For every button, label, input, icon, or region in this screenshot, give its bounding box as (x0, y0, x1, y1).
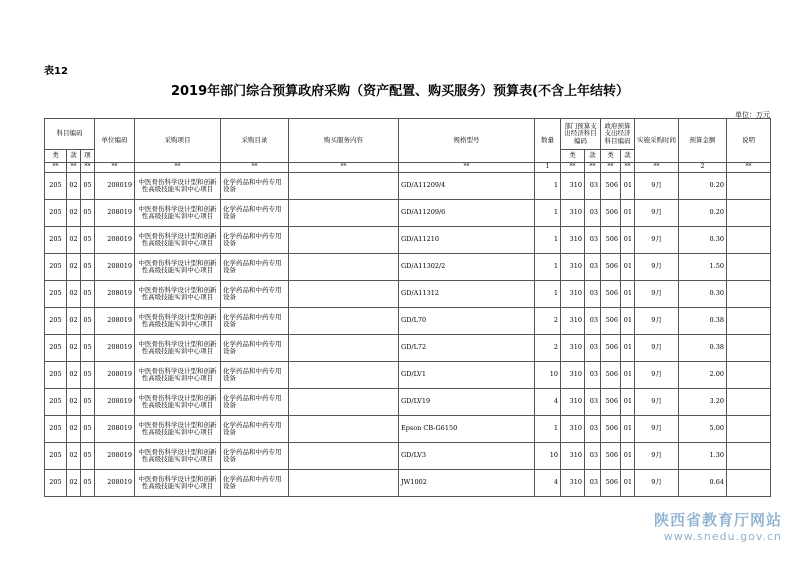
cell-gov-kuan: 01 (621, 389, 635, 416)
header-spec: 规格型号 (399, 119, 535, 163)
cell-quantity: 1 (535, 281, 561, 308)
cell-dept-lei: 310 (561, 362, 585, 389)
cell-lei: 205 (45, 389, 67, 416)
index-cell: ** (95, 163, 135, 173)
cell-gov-kuan: 01 (621, 443, 635, 470)
cell-gov-kuan: 01 (621, 281, 635, 308)
header-gov-lei: 类 (601, 150, 621, 163)
cell-gov-lei: 506 (601, 470, 621, 497)
cell-unit-code: 208019 (95, 362, 135, 389)
cell-impl-time: 9月 (635, 362, 679, 389)
table-row (45, 416, 771, 443)
index-cell: ** (399, 163, 535, 173)
cell-budget-amount: 0.64 (679, 470, 727, 497)
cell-purchase-catalog: 化学药品和中药专用设备 (221, 254, 289, 281)
cell-spec: GD/A11209/6 (399, 200, 535, 227)
index-cell: ** (585, 163, 601, 173)
cell-gov-lei: 506 (601, 443, 621, 470)
cell-spec: Epson CB-G6150 (399, 416, 535, 443)
cell-xiang: 05 (81, 362, 95, 389)
cell-xiang: 05 (81, 200, 95, 227)
header-purchase-catalog: 采购目录 (221, 119, 289, 163)
cell-remark (727, 443, 771, 470)
cell-lei: 205 (45, 470, 67, 497)
cell-remark (727, 308, 771, 335)
cell-xiang: 05 (81, 308, 95, 335)
cell-service-content (289, 416, 399, 443)
cell-service-content (289, 470, 399, 497)
cell-xiang: 05 (81, 227, 95, 254)
cell-quantity: 1 (535, 200, 561, 227)
table-row (45, 281, 771, 308)
cell-dept-lei: 310 (561, 227, 585, 254)
cell-spec: GD/LV1 (399, 362, 535, 389)
cell-kuan: 02 (67, 227, 81, 254)
cell-purchase-catalog: 化学药品和中药专用设备 (221, 308, 289, 335)
cell-kuan: 02 (67, 281, 81, 308)
index-cell: ** (635, 163, 679, 173)
cell-budget-amount: 0.20 (679, 200, 727, 227)
cell-impl-time: 9月 (635, 416, 679, 443)
cell-gov-kuan: 01 (621, 254, 635, 281)
cell-purchase-item: 中医骨伤科学设计型和创新性高级技能实训中心项目 (135, 443, 221, 470)
cell-dept-kuan: 03 (585, 281, 601, 308)
cell-dept-kuan: 03 (585, 308, 601, 335)
cell-budget-amount: 0.30 (679, 281, 727, 308)
cell-dept-lei: 310 (561, 200, 585, 227)
cell-dept-lei: 310 (561, 254, 585, 281)
header-purchase-item: 采购项目 (135, 119, 221, 163)
cell-kuan: 02 (67, 362, 81, 389)
cell-unit-code: 208019 (95, 308, 135, 335)
cell-purchase-item: 中医骨伤科学设计型和创新性高级技能实训中心项目 (135, 173, 221, 200)
table-row (45, 389, 771, 416)
site-watermark (654, 509, 782, 543)
cell-gov-lei: 506 (601, 254, 621, 281)
watermark-cn: 陕西省教育厅网站 (653, 511, 782, 529)
budget-table (44, 118, 771, 497)
index-cell: 2 (679, 163, 727, 173)
cell-lei: 205 (45, 335, 67, 362)
table-row (45, 470, 771, 497)
index-cell: ** (561, 163, 585, 173)
cell-service-content (289, 389, 399, 416)
cell-unit-code: 208019 (95, 173, 135, 200)
cell-kuan: 02 (67, 470, 81, 497)
cell-remark (727, 281, 771, 308)
cell-quantity: 4 (535, 389, 561, 416)
cell-dept-kuan: 03 (585, 227, 601, 254)
cell-remark (727, 227, 771, 254)
cell-purchase-catalog: 化学药品和中药专用设备 (221, 173, 289, 200)
cell-impl-time: 9月 (635, 254, 679, 281)
cell-remark (727, 362, 771, 389)
cell-lei: 205 (45, 416, 67, 443)
cell-xiang: 05 (81, 281, 95, 308)
cell-purchase-item: 中医骨伤科学设计型和创新性高级技能实训中心项目 (135, 335, 221, 362)
cell-xiang: 05 (81, 335, 95, 362)
cell-remark (727, 389, 771, 416)
header-kuan: 款 (67, 150, 81, 163)
cell-dept-lei: 310 (561, 443, 585, 470)
cell-impl-time: 9月 (635, 173, 679, 200)
cell-quantity: 10 (535, 362, 561, 389)
cell-budget-amount: 0.20 (679, 173, 727, 200)
cell-quantity: 10 (535, 443, 561, 470)
cell-unit-code: 208019 (95, 470, 135, 497)
table-body (45, 163, 771, 497)
cell-impl-time: 9月 (635, 200, 679, 227)
header-dept-lei: 类 (561, 150, 585, 163)
cell-quantity: 1 (535, 227, 561, 254)
cell-kuan: 02 (67, 254, 81, 281)
header-unit-code: 单位编码 (95, 119, 135, 163)
cell-impl-time: 9月 (635, 470, 679, 497)
cell-dept-lei: 310 (561, 335, 585, 362)
cell-service-content (289, 308, 399, 335)
header-remark: 说明 (727, 119, 771, 163)
index-cell: ** (81, 163, 95, 173)
header-quantity: 数量 (535, 119, 561, 163)
cell-purchase-item: 中医骨伤科学设计型和创新性高级技能实训中心项目 (135, 308, 221, 335)
cell-lei: 205 (45, 281, 67, 308)
cell-dept-kuan: 03 (585, 335, 601, 362)
cell-quantity: 2 (535, 308, 561, 335)
cell-gov-kuan: 01 (621, 308, 635, 335)
cell-kuan: 02 (67, 200, 81, 227)
cell-purchase-catalog: 化学药品和中药专用设备 (221, 362, 289, 389)
cell-gov-kuan: 01 (621, 470, 635, 497)
index-cell: ** (67, 163, 81, 173)
index-cell: ** (601, 163, 621, 173)
cell-quantity: 1 (535, 254, 561, 281)
cell-quantity: 2 (535, 335, 561, 362)
cell-spec: GD/A11210 (399, 227, 535, 254)
cell-dept-kuan: 03 (585, 254, 601, 281)
cell-dept-lei: 310 (561, 389, 585, 416)
header-impl-time: 实施采购时间 (635, 119, 679, 163)
cell-dept-kuan: 03 (585, 200, 601, 227)
table-row (45, 308, 771, 335)
cell-spec: GD/LV19 (399, 389, 535, 416)
cell-gov-lei: 506 (601, 281, 621, 308)
cell-service-content (289, 173, 399, 200)
cell-gov-lei: 506 (601, 389, 621, 416)
table-row (45, 335, 771, 362)
cell-gov-lei: 506 (601, 308, 621, 335)
cell-unit-code: 208019 (95, 335, 135, 362)
cell-spec: GD/L70 (399, 308, 535, 335)
header-service-content: 购买服务内容 (289, 119, 399, 163)
cell-purchase-catalog: 化学药品和中药专用设备 (221, 200, 289, 227)
document-title: 2019年部门综合预算政府采购（资产配置、购买服务）预算表(不含上年结转） (170, 84, 630, 99)
cell-lei: 205 (45, 443, 67, 470)
cell-unit-code: 208019 (95, 443, 135, 470)
cell-budget-amount: 3.20 (679, 389, 727, 416)
cell-dept-kuan: 03 (585, 443, 601, 470)
cell-impl-time: 9月 (635, 335, 679, 362)
cell-kuan: 02 (67, 335, 81, 362)
cell-kuan: 02 (67, 173, 81, 200)
cell-xiang: 05 (81, 470, 95, 497)
cell-dept-kuan: 03 (585, 173, 601, 200)
cell-spec: GD/A11302/2 (399, 254, 535, 281)
index-row (45, 163, 771, 173)
cell-spec: GD/LV3 (399, 443, 535, 470)
index-cell: ** (621, 163, 635, 173)
cell-unit-code: 208019 (95, 416, 135, 443)
cell-purchase-catalog: 化学药品和中药专用设备 (221, 227, 289, 254)
cell-gov-lei: 506 (601, 335, 621, 362)
cell-kuan: 02 (67, 416, 81, 443)
cell-service-content (289, 335, 399, 362)
table-row (45, 227, 771, 254)
cell-purchase-item: 中医骨伤科学设计型和创新性高级技能实训中心项目 (135, 362, 221, 389)
cell-purchase-catalog: 化学药品和中药专用设备 (221, 443, 289, 470)
cell-xiang: 05 (81, 443, 95, 470)
cell-remark (727, 254, 771, 281)
watermark-en: www.snedu.gov.cn (663, 530, 782, 543)
cell-impl-time: 9月 (635, 443, 679, 470)
cell-purchase-item: 中医骨伤科学设计型和创新性高级技能实训中心项目 (135, 416, 221, 443)
cell-lei: 205 (45, 362, 67, 389)
header-gov-budget-subject: 政府预算支出经济科目编码 (601, 119, 635, 150)
cell-gov-lei: 506 (601, 362, 621, 389)
cell-lei: 205 (45, 227, 67, 254)
cell-unit-code: 208019 (95, 254, 135, 281)
cell-impl-time: 9月 (635, 227, 679, 254)
cell-quantity: 4 (535, 470, 561, 497)
cell-spec: GD/A11312 (399, 281, 535, 308)
table-row (45, 254, 771, 281)
cell-kuan: 02 (67, 443, 81, 470)
cell-spec: GD/A11209/4 (399, 173, 535, 200)
cell-budget-amount: 0.38 (679, 335, 727, 362)
cell-dept-kuan: 03 (585, 389, 601, 416)
cell-purchase-catalog: 化学药品和中药专用设备 (221, 335, 289, 362)
cell-remark (727, 200, 771, 227)
index-cell: 1 (535, 163, 561, 173)
cell-gov-kuan: 01 (621, 200, 635, 227)
cell-dept-lei: 310 (561, 470, 585, 497)
header-dept-budget-subject: 部门预算支出经济科目编码 (561, 119, 601, 150)
header-xiang: 项 (81, 150, 95, 163)
cell-remark (727, 416, 771, 443)
cell-lei: 205 (45, 200, 67, 227)
table-number: 表12 (44, 66, 68, 77)
cell-gov-lei: 506 (601, 200, 621, 227)
cell-purchase-catalog: 化学药品和中药专用设备 (221, 281, 289, 308)
cell-dept-lei: 310 (561, 308, 585, 335)
cell-kuan: 02 (67, 308, 81, 335)
index-cell: ** (727, 163, 771, 173)
cell-purchase-item: 中医骨伤科学设计型和创新性高级技能实训中心项目 (135, 389, 221, 416)
cell-purchase-catalog: 化学药品和中药专用设备 (221, 389, 289, 416)
cell-lei: 205 (45, 308, 67, 335)
cell-purchase-catalog: 化学药品和中药专用设备 (221, 416, 289, 443)
index-cell: ** (45, 163, 67, 173)
cell-impl-time: 9月 (635, 308, 679, 335)
cell-unit-code: 208019 (95, 227, 135, 254)
index-cell: ** (221, 163, 289, 173)
table-row (45, 173, 771, 200)
cell-budget-amount: 1.50 (679, 254, 727, 281)
cell-quantity: 1 (535, 416, 561, 443)
cell-xiang: 05 (81, 389, 95, 416)
cell-spec: JW1002 (399, 470, 535, 497)
cell-remark (727, 335, 771, 362)
cell-lei: 205 (45, 254, 67, 281)
cell-purchase-item: 中医骨伤科学设计型和创新性高级技能实训中心项目 (135, 281, 221, 308)
header-dept-kuan: 款 (585, 150, 601, 163)
cell-budget-amount: 0.30 (679, 227, 727, 254)
cell-dept-lei: 310 (561, 173, 585, 200)
cell-dept-lei: 310 (561, 281, 585, 308)
cell-purchase-item: 中医骨伤科学设计型和创新性高级技能实训中心项目 (135, 227, 221, 254)
cell-remark (727, 470, 771, 497)
table-row (45, 200, 771, 227)
cell-gov-kuan: 01 (621, 335, 635, 362)
cell-unit-code: 208019 (95, 281, 135, 308)
cell-dept-kuan: 03 (585, 416, 601, 443)
cell-gov-kuan: 01 (621, 362, 635, 389)
unit-label: 单位：万元 (735, 111, 770, 119)
cell-gov-lei: 506 (601, 173, 621, 200)
cell-budget-amount: 0.38 (679, 308, 727, 335)
cell-service-content (289, 281, 399, 308)
cell-gov-kuan: 01 (621, 416, 635, 443)
cell-quantity: 1 (535, 173, 561, 200)
cell-gov-kuan: 01 (621, 227, 635, 254)
table-row (45, 443, 771, 470)
header-gov-kuan: 款 (621, 150, 635, 163)
cell-service-content (289, 254, 399, 281)
cell-remark (727, 173, 771, 200)
cell-purchase-item: 中医骨伤科学设计型和创新性高级技能实训中心项目 (135, 200, 221, 227)
cell-dept-kuan: 03 (585, 470, 601, 497)
cell-xiang: 05 (81, 173, 95, 200)
index-cell: ** (135, 163, 221, 173)
cell-spec: GD/L72 (399, 335, 535, 362)
cell-xiang: 05 (81, 254, 95, 281)
cell-gov-kuan: 01 (621, 173, 635, 200)
header-subject-code: 科目编码 (45, 119, 95, 150)
index-cell: ** (289, 163, 399, 173)
table-row (45, 362, 771, 389)
cell-service-content (289, 200, 399, 227)
cell-lei: 205 (45, 173, 67, 200)
cell-xiang: 05 (81, 416, 95, 443)
cell-budget-amount: 5.00 (679, 416, 727, 443)
cell-service-content (289, 362, 399, 389)
cell-gov-lei: 506 (601, 416, 621, 443)
cell-budget-amount: 2.00 (679, 362, 727, 389)
cell-gov-lei: 506 (601, 227, 621, 254)
cell-purchase-catalog: 化学药品和中药专用设备 (221, 470, 289, 497)
header-budget-amount: 预算金额 (679, 119, 727, 163)
cell-dept-lei: 310 (561, 416, 585, 443)
cell-service-content (289, 227, 399, 254)
cell-purchase-item: 中医骨伤科学设计型和创新性高级技能实训中心项目 (135, 470, 221, 497)
cell-unit-code: 208019 (95, 200, 135, 227)
cell-purchase-item: 中医骨伤科学设计型和创新性高级技能实训中心项目 (135, 254, 221, 281)
cell-unit-code: 208019 (95, 389, 135, 416)
header-lei: 类 (45, 150, 67, 163)
cell-dept-kuan: 03 (585, 362, 601, 389)
cell-service-content (289, 443, 399, 470)
cell-budget-amount: 1.30 (679, 443, 727, 470)
cell-impl-time: 9月 (635, 389, 679, 416)
cell-impl-time: 9月 (635, 281, 679, 308)
cell-kuan: 02 (67, 389, 81, 416)
